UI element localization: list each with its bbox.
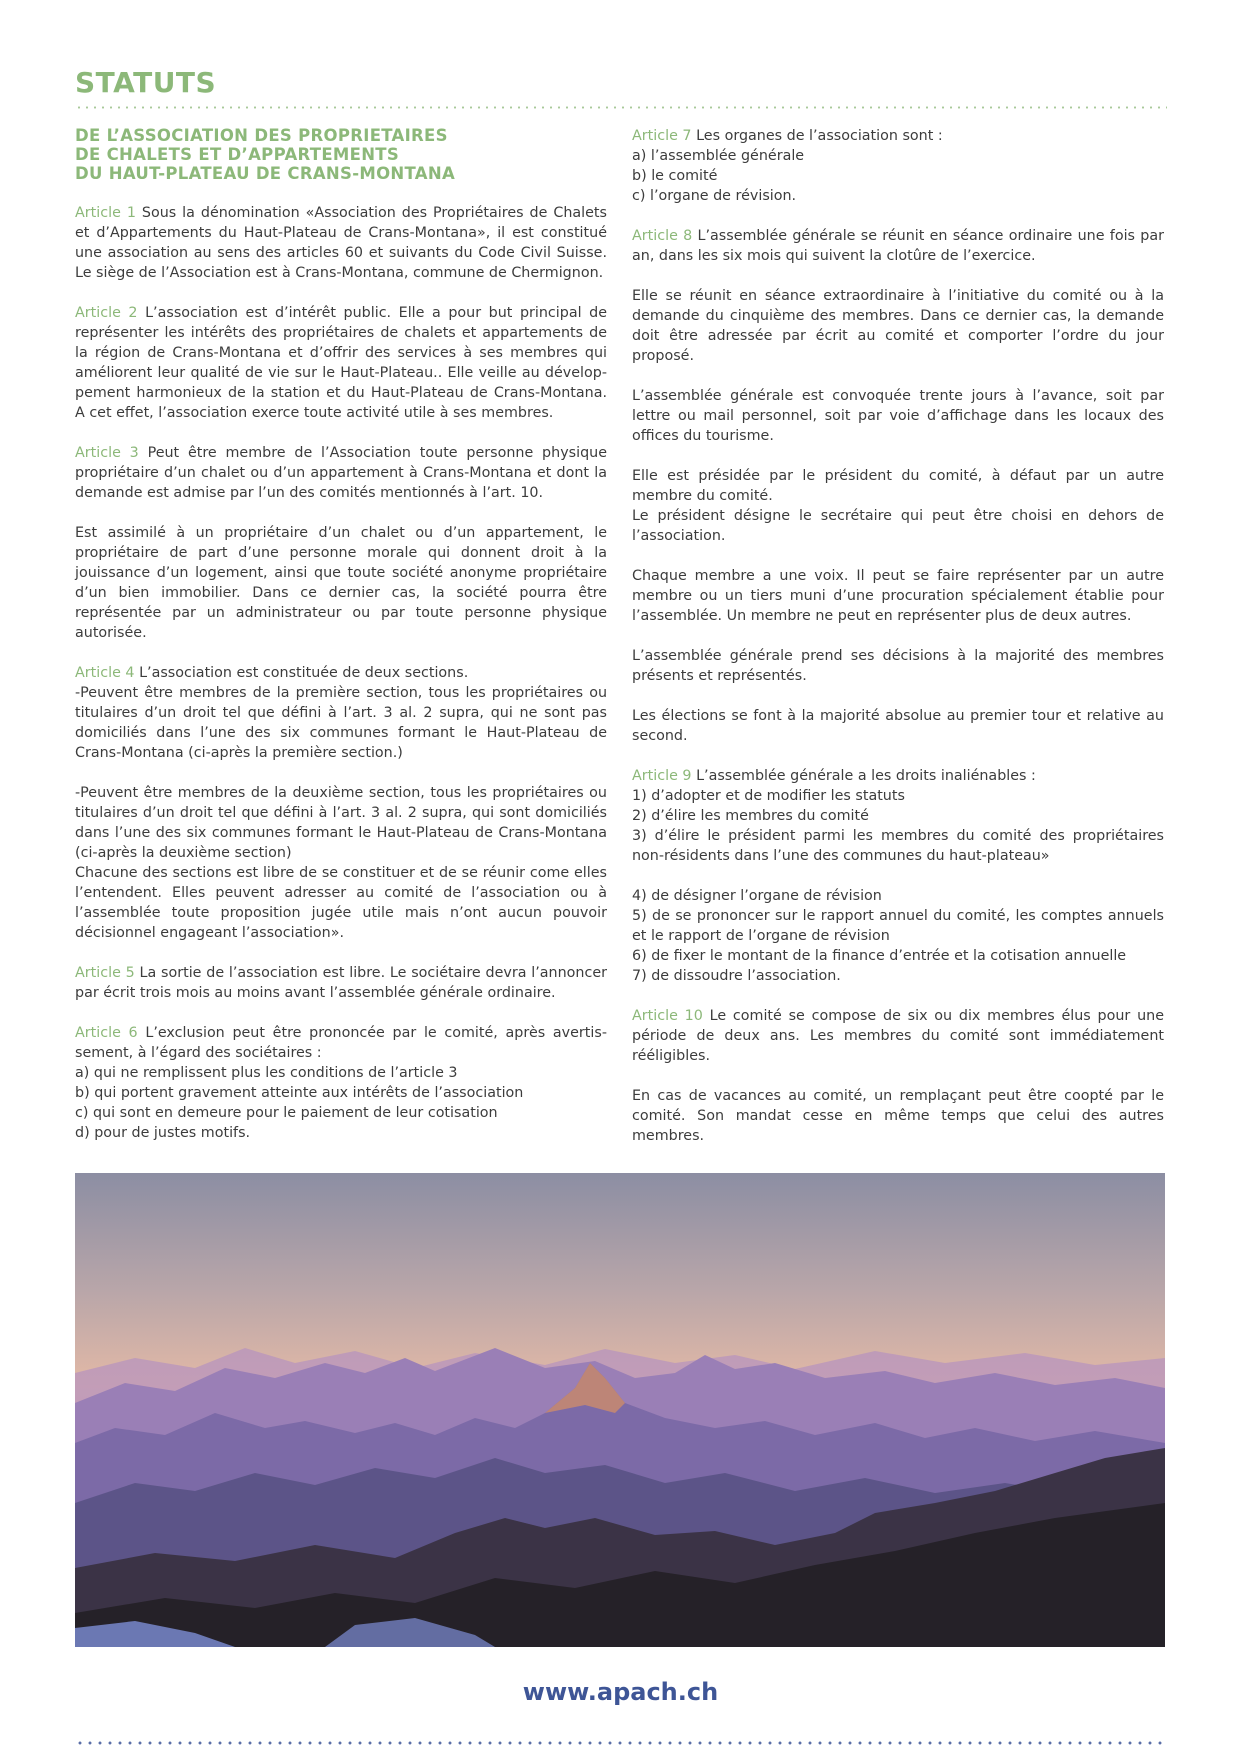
article-text: 4) de désigner l’organe de révision 5) de se prononcer sur le rapport annuel du comité, les comptes annuels et le rapport de l’organe de révision 6) de fixer le montant de la finance d’entrée et la cotisation annuelle 7) de dissoudre l’association. — [632, 888, 1164, 984]
article-paragraph — [75, 963, 607, 1003]
left-paragraphs — [75, 203, 607, 1143]
article-paragraph — [632, 386, 1164, 446]
article-text: Le comité se compose de six ou dix membres élus pour une période de deux ans. Les membres du comité sont immédiatement rééligibles. — [632, 1008, 1164, 1064]
article-paragraph — [632, 466, 1164, 546]
article-paragraph — [75, 783, 607, 943]
article-text: L’assemblée générale a les droits inaliénables : 1) d’adopter et de modifier les statuts 2) d’élire les membres du comité 3) d’élire le président parmi les membres du comité des propriétaires non-résidents dans l’une des communes du haut-plateau» — [632, 768, 1164, 864]
article-paragraph — [75, 303, 607, 423]
article-text: L’association est d’intérêt public. Elle a pour but principal de représenter les intérêts des propriétaires de chalets et appartements de la région de Crans-Montana et d’offrir des services à ses membres qui améliorent leur qualité de vie sur le Haut-Plateau.. Elle veille au développement harmonieux de la station et du Haut-Plateau de Crans-Montana. A cet effet, l’association exerce toute activité utile à ses membres. — [75, 305, 607, 421]
article-paragraph — [632, 886, 1164, 986]
article-text: Elle est présidée par le président du comité, à défaut par un autre membre du comité. Le président désigne le secrétaire qui peut être choisi en dehors de l’association. — [632, 468, 1164, 544]
right-paragraphs — [632, 126, 1164, 1146]
article-text: L’exclusion peut être prononcée par le comité, après avertissement, à l’égard des sociétaires : a) qui ne remplissent plus les conditions de l’article 3 b) qui portent gravement atteinte aux intérêts de l’association c) qui sont en demeure pour le paiement de leur cotisation d) pour de justes motifs. — [75, 1025, 607, 1141]
article-paragraph — [75, 443, 607, 503]
article-paragraph — [75, 1023, 607, 1143]
article-text: Les organes de l’association sont : a) l’assemblée générale b) le comité c) l’organe de révision. — [632, 128, 943, 204]
dotted-divider-bottom — [75, 1741, 1167, 1745]
article-text: L’assemblée générale prend ses décisions à la majorité des membres présents et représentés. — [632, 648, 1164, 684]
article-paragraph — [632, 766, 1164, 866]
article-text: -Peuvent être membres de la deuxième section, tous les propriétaires ou titulaires d’un droit tel que défini à l’art. 3 al. 2 supra, qui sont domiciliés dans l’une des six communes formant le Haut-Plateau de Crans-Montana (ci-après la deuxième section) Chacune des sections est libre de se constituer et de se réunir come elles l’entendent. Elles peuvent adresser au comité de l’association ou à l’assemblée toute proposition jugée utile mais n’ont aucun pouvoir décisionnel engageant l’association». — [75, 785, 607, 941]
article-text: En cas de vacances au comité, un remplaçant peut être coopté par le comité. Son mandat cesse en même temps que celui des autres membres. — [632, 1088, 1164, 1144]
article-label: Article 7 — [632, 128, 692, 144]
article-label: Article 10 — [632, 1008, 703, 1024]
article-text: L’assemblée générale est convoquée trente jours à l’avance, soit par lettre ou mail personnel, soit par voie d’affichage dans les locaux des offices du tourisme. — [632, 388, 1164, 444]
article-text: Peut être membre de l’Association toute personne physique propriétaire d’un chalet ou d’un appartement à Crans-Montana et dont la demande est admise par l’un des comités mentionnés à l’art. 10. — [75, 445, 608, 501]
article-text: La sortie de l’association est libre. Le sociétaire devra l’annoncer par écrit trois mois au moins avant l’assemblée générale ordinaire. — [75, 965, 607, 1001]
article-text: Elle se réunit en séance extraordinaire à l’initiative du comité ou à la demande du cinquième des membres. Dans ce dernier cas, la demande doit être adressée par écrit au comité et comporter l’ordre du jour proposé. — [632, 288, 1164, 364]
article-paragraph — [632, 706, 1164, 746]
subtitle-line: DU HAUT-PLATEAU DE CRANS-MONTANA — [75, 164, 456, 183]
article-text: Sous la dénomination «Association des Propriétaires de Chalets et d’Appartements du Haut-Plateau de Crans-Montana», il est constitué une association au sens des articles 60 et suivants du Code Civil Suisse. Le siège de l’Association est à Crans-Montana, commune de Chermignon. — [75, 205, 607, 281]
article-text: Les élections se font à la majorité absolue au premier tour et relative au second. — [632, 708, 1164, 744]
article-text: Est assimilé à un propriétaire d’un chalet ou d’un appartement, le propriétaire de part d’une personne morale qui donnent droit à la jouissance d’un logement, ainsi que toute société anonyme propriétaire d’un bien immobilier. Dans ce dernier cas, la société pourra être représentée par un administrateur ou par toute personne physique autorisée. — [75, 525, 607, 641]
document-subtitle — [75, 126, 607, 183]
mountain-sunset-photo — [75, 1173, 1165, 1647]
article-paragraph — [632, 286, 1164, 366]
article-paragraph — [632, 126, 1164, 206]
article-label: Article 8 — [632, 228, 693, 244]
article-label: Article 5 — [75, 965, 135, 981]
article-label: Article 9 — [632, 768, 692, 784]
article-text: L’association est constituée de deux sections. -Peuvent être membres de la première section, tous les propriétaires ou titulaires d’un droit tel que défini à l’art. 3 al. 2 supra, qui ne sont pas domiciliés dans l’une des six communes formant le Haut-Plateau de Crans-Montana (ci-après la première section.) — [75, 665, 607, 761]
article-paragraph — [632, 1006, 1164, 1066]
article-label: Article 3 — [75, 445, 139, 461]
article-paragraph — [632, 646, 1164, 686]
page-title: STATUTS — [75, 66, 217, 99]
article-paragraph — [75, 203, 607, 283]
subtitle-line: DE CHALETS ET D’APPARTEMENTS — [75, 145, 400, 164]
article-text: L’assemblée générale se réunit en séance ordinaire une fois par an, dans les six mois qui suivent la clotûre de l’exercice. — [632, 228, 1164, 264]
article-label: Article 4 — [75, 665, 135, 681]
left-column — [75, 126, 607, 1163]
subtitle-line: DE L’ASSOCIATION DES PROPRIETAIRES — [75, 126, 448, 145]
article-text: Chaque membre a une voix. Il peut se faire représenter par un autre membre ou un tiers muni d’une procuration spécialement établie pour l’assemblée. Un membre ne peut en représenter plus de deux autres. — [632, 568, 1164, 624]
article-label: Article 1 — [75, 205, 136, 221]
article-paragraph — [75, 663, 607, 763]
article-paragraph — [632, 566, 1164, 626]
article-paragraph — [632, 1086, 1164, 1146]
right-column — [632, 126, 1164, 1166]
article-paragraph — [75, 523, 607, 643]
article-label: Article 6 — [75, 1025, 138, 1041]
website-url[interactable]: www.apach.ch — [522, 1678, 719, 1706]
dotted-divider-top — [75, 106, 1167, 109]
article-paragraph — [632, 226, 1164, 266]
article-label: Article 2 — [75, 305, 138, 321]
